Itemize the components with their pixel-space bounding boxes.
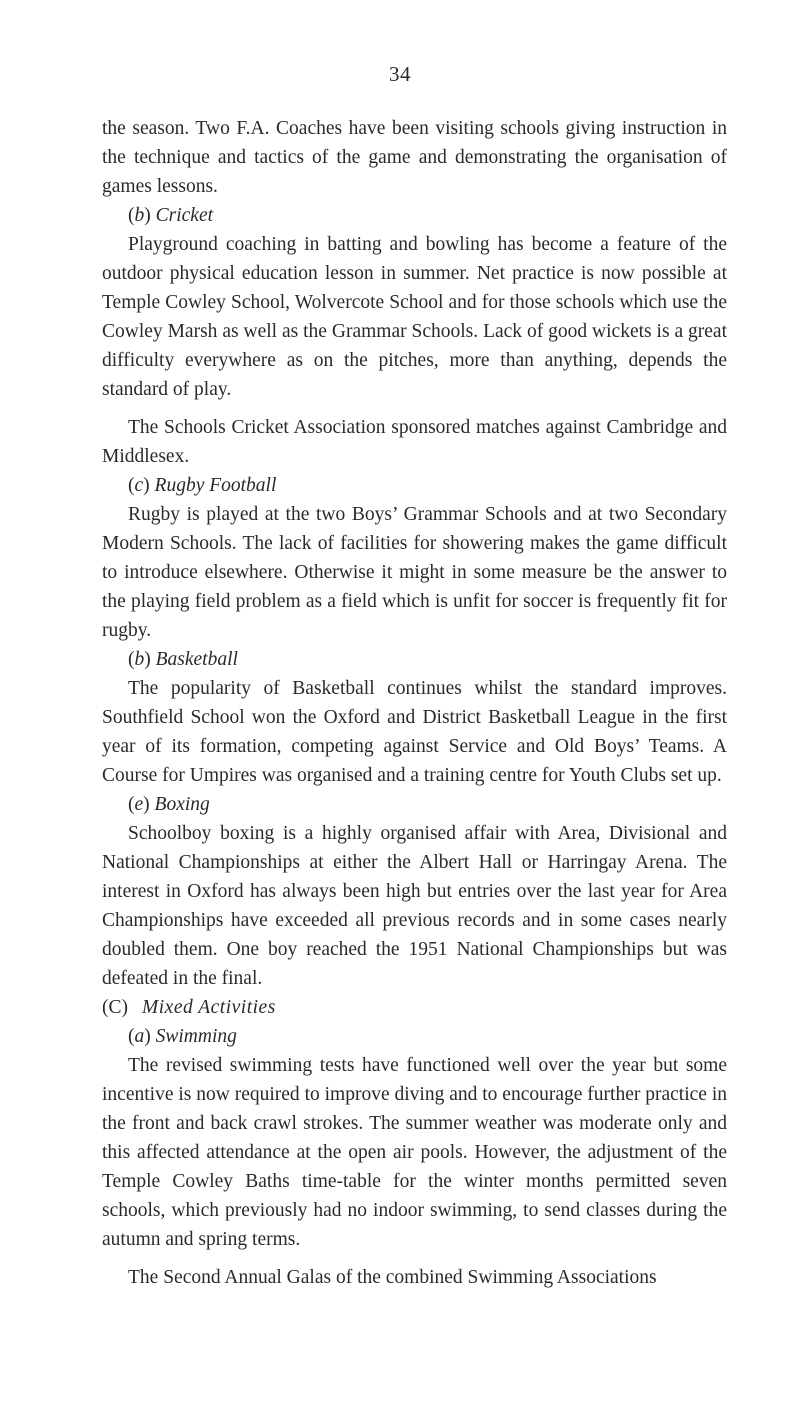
section-heading-swimming: (a) Swimming xyxy=(128,1026,237,1047)
basketball-paragraph-1: The popularity of Basketball continues whilst the standard improves. Southfield School won the Oxford and District Basketball League in the first year of its formation, competing against Service and Old Boys’ Teams. A Course for Umpires was organised and a training centre for Youth Clubs set up. xyxy=(102,678,727,786)
section-title: Swimming xyxy=(155,1026,237,1047)
section-title: Boxing xyxy=(154,794,210,815)
section-heading-cricket: (b) Cricket xyxy=(128,205,214,226)
section-letter: e xyxy=(134,794,144,815)
section-letter: b xyxy=(134,649,145,670)
section-letter: c xyxy=(134,475,144,496)
boxing-paragraph-1: Schoolboy boxing is a highly organised affair with Area, Divisional and National Championships at either the Albert Hall or Harringay Arena. The interest in Oxford has always been high but entries over the last year for Area Championships have exceeded all previous records and in some cases nearly doubled them. One boy reached the 1951 National Championships but was defeated in the final. xyxy=(102,823,727,989)
cricket-paragraph-2: The Schools Cricket Association sponsored matches against Cambridge and Middlesex. xyxy=(102,417,727,467)
page-body xyxy=(102,114,727,1292)
swimming-paragraph-1: The revised swimming tests have functioned well over the year but some incentive is now required to improve diving and to encourage further practice in the front and back crawl strokes. The summer weather was moderate only and this affected attendance at the open air pools. However, the adjustment of the Temple Cowley Baths time-table for the winter months permitted seven schools, which previously had no indoor swimming, to send classes during the autumn and spring terms. xyxy=(102,1055,727,1250)
page-number: 34 xyxy=(389,62,411,86)
section-letter: b xyxy=(134,205,145,226)
section-title: Cricket xyxy=(155,205,214,226)
section-title: Mixed Activities xyxy=(142,997,276,1018)
section-heading-rugby: (c) Rugby Football xyxy=(128,475,277,496)
swimming-paragraph-2: The Second Annual Galas of the combined Swimming Associations xyxy=(128,1267,657,1288)
section-heading-mixed-activities xyxy=(102,993,727,1022)
section-title: Rugby Football xyxy=(154,475,277,496)
cricket-paragraph-1: Playground coaching in batting and bowling has become a feature of the outdoor physical education lesson in summer. Net practice is now possible at Temple Cowley School, Wolvercote School and for those schools which use the Cowley Marsh as well as the Grammar Schools. Lack of good wickets is a great difficulty everywhere as on the pitches, more than anything, depends the standard of play. xyxy=(102,234,727,400)
section-letter: a xyxy=(134,1026,145,1047)
section-heading-basketball: (b) Basketball xyxy=(128,649,238,670)
section-title: Basketball xyxy=(155,649,238,670)
section-marker: (C) xyxy=(102,997,128,1018)
intro-paragraph: the season. Two F.A. Coaches have been visiting schools giving instruction in the technique and tactics of the game and demonstrating the organisation of games lessons. xyxy=(102,118,727,197)
rugby-paragraph-1: Rugby is played at the two Boys’ Grammar Schools and at two Secondary Modern Schools. The lack of facilities for showering makes the game difficult to introduce elsewhere. Otherwise it might in some measure be the answer to the playing field problem as a field which is unfit for soccer is frequently fit for rugby. xyxy=(102,504,727,641)
section-heading-boxing: (e) Boxing xyxy=(128,794,210,815)
